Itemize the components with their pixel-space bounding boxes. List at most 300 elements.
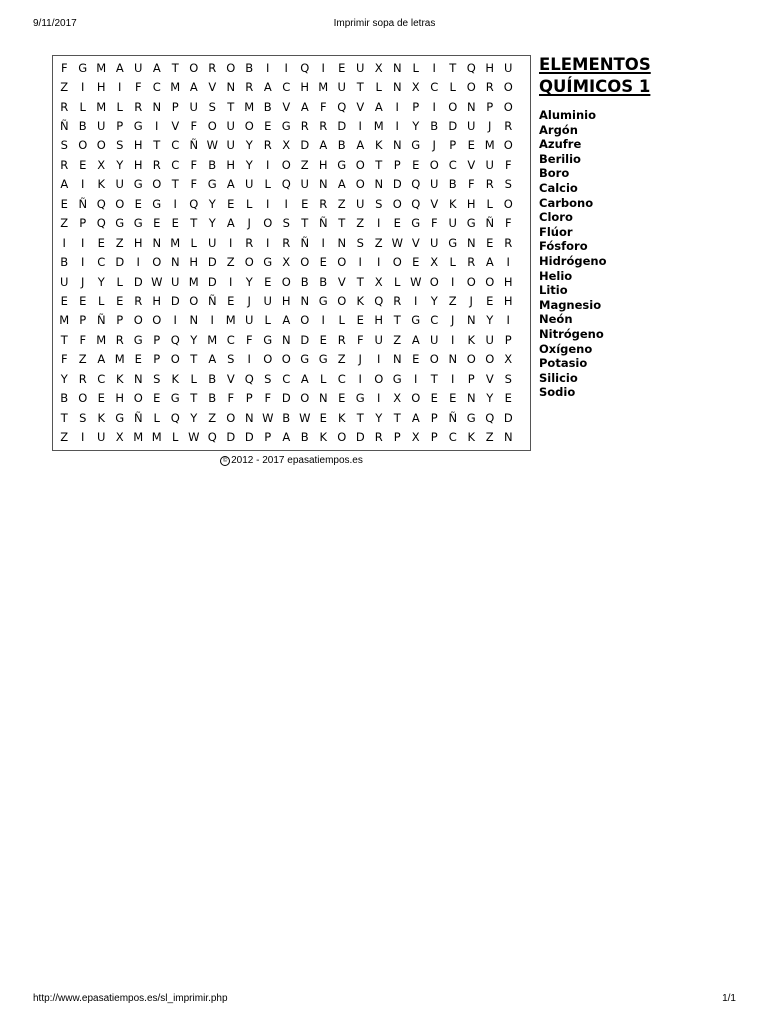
grid-letter: A [152, 60, 161, 75]
grid-letter: A [263, 80, 272, 95]
grid-letter: U [134, 60, 143, 75]
grid-letter: G [263, 332, 273, 347]
grid-letter: N [466, 99, 476, 114]
grid-letter: U [430, 235, 439, 250]
grid-letter: N [133, 371, 143, 386]
grid-letter: P [486, 99, 494, 114]
grid-letter: O [133, 313, 143, 328]
grid-letter: U [485, 332, 494, 347]
grid-letter: E [227, 196, 235, 211]
grid-letter: Y [486, 391, 494, 406]
grid-letter: N [281, 332, 291, 347]
grid-letter: B [245, 60, 254, 75]
grid-letter: B [430, 119, 439, 134]
grid-letter: I [395, 99, 399, 114]
grid-letter: B [319, 274, 328, 289]
grid-letter: G [133, 119, 143, 134]
grid-letter: O [337, 430, 347, 445]
grid-letter: I [81, 430, 85, 445]
grid-letter: L [412, 60, 419, 75]
word-list-item: Boro [539, 166, 570, 181]
grid-letter: T [356, 410, 364, 425]
grid-letter: Ñ [96, 313, 106, 328]
grid-letter: M [151, 430, 162, 445]
grid-letter: Q [466, 60, 476, 75]
grid-letter: I [136, 255, 140, 270]
word-list-item: Azufre [539, 137, 582, 152]
grid-letter: E [264, 274, 272, 289]
grid-letter: A [226, 216, 235, 231]
grid-letter: L [116, 274, 123, 289]
grid-letter: O [466, 274, 476, 289]
grid-letter: G [78, 60, 88, 75]
grid-letter: M [96, 99, 107, 114]
grid-letter: E [467, 138, 475, 153]
grid-letter: E [116, 293, 124, 308]
grid-letter: P [153, 332, 161, 347]
grid-letter: Z [485, 430, 494, 445]
grid-letter: J [358, 352, 362, 367]
grid-letter: Ñ [59, 119, 69, 134]
grid-letter: T [393, 313, 401, 328]
grid-letter: N [392, 60, 402, 75]
grid-letter: O [96, 138, 106, 153]
grid-letter: E [153, 391, 161, 406]
grid-letter: I [358, 255, 362, 270]
grid-letter: Z [115, 235, 124, 250]
grid-letter: I [173, 196, 177, 211]
grid-letter: P [79, 216, 87, 231]
grid-letter: R [374, 430, 383, 445]
grid-letter: Ñ [300, 235, 310, 250]
grid-letter: R [319, 196, 328, 211]
grid-letter: D [392, 177, 402, 192]
grid-letter: O [281, 157, 291, 172]
grid-letter: O [503, 138, 513, 153]
grid-letter: E [319, 255, 327, 270]
grid-letter: I [266, 235, 270, 250]
grid-letter: K [467, 430, 476, 445]
grid-letter: P [412, 99, 420, 114]
grid-letter: R [467, 255, 476, 270]
grid-letter: N [300, 293, 310, 308]
grid-letter: L [264, 313, 271, 328]
grid-letter: A [374, 99, 383, 114]
grid-letter: P [393, 430, 401, 445]
grid-letter: N [392, 138, 402, 153]
grid-letter: E [504, 391, 512, 406]
grid-letter: F [430, 216, 438, 231]
grid-letter: D [503, 410, 513, 425]
grid-letter: M [373, 119, 384, 134]
grid-letter: N [337, 235, 347, 250]
grid-letter: B [208, 157, 217, 172]
grid-letter: L [79, 99, 86, 114]
grid-letter: U [374, 332, 383, 347]
grid-letter: Ñ [485, 216, 495, 231]
grid-letter: M [207, 332, 218, 347]
grid-letter: P [430, 430, 438, 445]
grid-letter: M [188, 274, 199, 289]
grid-letter: K [97, 177, 106, 192]
grid-letter: U [430, 332, 439, 347]
grid-letter: D [337, 119, 347, 134]
grid-letter: C [97, 371, 106, 386]
grid-letter: W [151, 274, 163, 289]
grid-letter: M [484, 138, 495, 153]
grid-letter: I [414, 293, 418, 308]
grid-letter: H [300, 80, 310, 95]
word-list-item: Carbono [539, 195, 594, 210]
grid-letter: W [410, 274, 422, 289]
grid-letter: W [206, 138, 218, 153]
grid-letter: T [60, 332, 68, 347]
grid-letter: Y [245, 138, 253, 153]
grid-letter: R [208, 60, 217, 75]
grid-letter: L [116, 99, 123, 114]
grid-letter: N [503, 430, 513, 445]
grid-letter: F [134, 80, 142, 95]
grid-letter: O [337, 293, 347, 308]
grid-letter: T [430, 371, 438, 386]
grid-letter: Q [189, 196, 199, 211]
grid-letter: M [133, 430, 144, 445]
grid-letter: N [318, 391, 328, 406]
grid-letter: T [190, 216, 198, 231]
grid-letter: O [152, 177, 162, 192]
grid-letter: U [356, 196, 365, 211]
grid-letter: N [244, 410, 254, 425]
grid-letter: O [189, 60, 199, 75]
grid-letter: J [451, 313, 455, 328]
grid-letter: M [96, 60, 107, 75]
grid-letter: R [152, 157, 161, 172]
grid-letter: C [337, 371, 346, 386]
grid-letter: I [432, 99, 436, 114]
grid-letter: P [171, 99, 179, 114]
grid-letter: X [411, 430, 420, 445]
grid-letter: D [281, 391, 291, 406]
grid-letter: R [60, 99, 69, 114]
grid-letter: I [377, 391, 381, 406]
grid-letter: I [321, 313, 325, 328]
grid-letter: F [504, 157, 512, 172]
grid-letter: Y [245, 157, 253, 172]
grid-letter: I [321, 235, 325, 250]
grid-letter: A [60, 177, 69, 192]
grid-letter: R [245, 80, 254, 95]
grid-letter: A [337, 177, 346, 192]
word-list-item: Oxígeno [539, 341, 593, 356]
grid-letter: D [170, 293, 180, 308]
grid-letter: W [299, 410, 311, 425]
grid-letter: I [432, 60, 436, 75]
grid-letter: G [263, 255, 273, 270]
grid-letter: G [318, 352, 328, 367]
grid-letter: T [190, 391, 198, 406]
grid-letter: J [469, 293, 473, 308]
grid-letter: D [207, 274, 217, 289]
grid-letter: H [133, 235, 143, 250]
grid-letter: C [430, 313, 439, 328]
grid-letter: O [485, 352, 495, 367]
grid-letter: I [506, 313, 510, 328]
grid-letter: I [210, 313, 214, 328]
grid-letter: R [337, 332, 346, 347]
grid-letter: O [337, 255, 347, 270]
grid-letter: U [448, 216, 457, 231]
grid-letter: M [114, 352, 125, 367]
grid-letter: O [152, 313, 162, 328]
grid-letter: H [318, 157, 328, 172]
grid-letter: P [449, 138, 457, 153]
grid-letter: U [245, 313, 254, 328]
print-url: http://www.epasatiempos.es/sl_imprimir.php [33, 993, 228, 1004]
grid-letter: Y [60, 371, 68, 386]
grid-letter: P [116, 119, 124, 134]
grid-letter: P [153, 352, 161, 367]
grid-letter: F [190, 119, 198, 134]
grid-letter: I [173, 313, 177, 328]
grid-letter: X [282, 138, 291, 153]
word-list-item: Litio [539, 283, 568, 298]
grid-letter: R [115, 332, 124, 347]
grid-letter: P [467, 371, 475, 386]
word-panel [539, 54, 739, 400]
word-list-item: Hidrógeno [539, 253, 607, 268]
grid-letter: W [262, 410, 274, 425]
panel-title [539, 54, 739, 98]
grid-letter: U [356, 60, 365, 75]
grid-letter: I [247, 352, 251, 367]
grid-letter: B [282, 410, 291, 425]
panel-title-line-2: QUÍMICOS 1 [539, 77, 651, 96]
grid-letter: T [153, 138, 161, 153]
grid-letter: G [466, 410, 476, 425]
grid-letter: O [133, 391, 143, 406]
grid-letter: F [190, 177, 198, 192]
grid-letter: Ñ [448, 410, 458, 425]
grid-letter: O [355, 157, 365, 172]
grid-letter: G [466, 216, 476, 231]
grid-letter: Ñ [78, 196, 88, 211]
grid-letter: X [282, 255, 291, 270]
grid-letter: Q [207, 430, 217, 445]
grid-letter: B [60, 391, 69, 406]
grid-letter: Q [374, 293, 384, 308]
grid-letter: L [338, 313, 345, 328]
grid-letter: G [115, 410, 125, 425]
grid-letter: V [208, 80, 217, 95]
grid-letter: J [247, 216, 251, 231]
copyright-notice [52, 455, 531, 466]
grid-letter: A [282, 430, 291, 445]
grid-letter: J [247, 293, 251, 308]
grid-letter: S [504, 371, 512, 386]
grid-letter: O [300, 391, 310, 406]
grid-letter: R [263, 138, 272, 153]
grid-letter: O [281, 352, 291, 367]
grid-letter: O [485, 274, 495, 289]
grid-letter: N [466, 391, 476, 406]
word-list-item: Flúor [539, 224, 573, 239]
grid-letter: U [189, 99, 198, 114]
grid-letter: A [411, 332, 420, 347]
grid-letter: O [503, 80, 513, 95]
grid-letter: G [300, 352, 310, 367]
grid-letter: O [355, 177, 365, 192]
grid-letter: U [430, 177, 439, 192]
grid-letter: A [300, 371, 309, 386]
grid-letter: G [318, 293, 328, 308]
grid-letter: G [133, 332, 143, 347]
grid-letter: I [377, 255, 381, 270]
grid-letter: P [504, 332, 512, 347]
grid-letter: L [486, 196, 493, 211]
grid-letter: C [448, 157, 457, 172]
grid-letter: C [97, 255, 106, 270]
grid-letter: O [503, 196, 513, 211]
grid-letter: T [60, 410, 68, 425]
grid-letter: D [226, 430, 236, 445]
grid-letter: E [134, 196, 142, 211]
grid-letter: M [59, 313, 70, 328]
grid-letter: I [451, 274, 455, 289]
grid-letter: H [133, 157, 143, 172]
grid-letter: Z [337, 196, 346, 211]
grid-letter: A [282, 313, 291, 328]
grid-letter: E [412, 352, 420, 367]
grid-letter: H [189, 255, 199, 270]
grid-letter: R [485, 80, 494, 95]
grid-letter: Z [393, 332, 402, 347]
grid-letter: R [504, 235, 513, 250]
grid-letter: B [208, 371, 217, 386]
grid-letter: N [152, 99, 162, 114]
grid-letter: N [374, 177, 384, 192]
grid-letter: E [97, 391, 105, 406]
grid-letter: O [115, 196, 125, 211]
grid-letter: Y [486, 313, 494, 328]
grid-letter: A [97, 352, 106, 367]
grid-letter: V [411, 235, 420, 250]
grid-letter: H [152, 293, 162, 308]
grid-letter: R [393, 293, 402, 308]
grid-letter: C [152, 80, 161, 95]
grid-letter: V [282, 99, 291, 114]
word-list-item: Calcio [539, 180, 578, 195]
grid-letter: E [412, 255, 420, 270]
grid-letter: G [411, 138, 421, 153]
grid-letter: U [263, 293, 272, 308]
grid-letter: I [358, 371, 362, 386]
grid-letter: O [392, 196, 402, 211]
grid-letter: O [300, 255, 310, 270]
grid-letter: Q [337, 99, 347, 114]
grid-letter: F [264, 391, 272, 406]
grid-letter: Z [300, 157, 309, 172]
grid-letter: Z [60, 216, 69, 231]
grid-letter: U [226, 138, 235, 153]
grid-letter: C [430, 80, 439, 95]
grid-letter: E [319, 332, 327, 347]
grid-letter: Q [300, 60, 310, 75]
grid-letter: I [377, 216, 381, 231]
grid-letter: L [449, 80, 456, 95]
grid-letter: O [78, 391, 88, 406]
grid-letter: G [448, 235, 458, 250]
grid-letter: Z [208, 410, 217, 425]
grid-letter: Q [411, 177, 421, 192]
grid-letter: N [392, 352, 402, 367]
grid-letter: E [430, 391, 438, 406]
grid-letter: O [448, 99, 458, 114]
grid-letter: V [467, 157, 476, 172]
grid-letter: Z [448, 293, 457, 308]
grid-letter: O [263, 216, 273, 231]
grid-letter: O [281, 274, 291, 289]
grid-letter: V [337, 274, 346, 289]
grid-letter: A [208, 352, 217, 367]
grid-letter: V [356, 99, 365, 114]
grid-letter: H [96, 80, 106, 95]
grid-letter: Ñ [133, 410, 143, 425]
grid-letter: E [319, 410, 327, 425]
grid-letter: S [504, 177, 512, 192]
grid-letter: M [318, 80, 329, 95]
grid-letter: Z [356, 216, 365, 231]
grid-letter: B [78, 119, 87, 134]
grid-letter: T [356, 274, 364, 289]
grid-letter: I [229, 235, 233, 250]
grid-letter: I [451, 371, 455, 386]
grid-letter: O [300, 313, 310, 328]
grid-letter: F [504, 216, 512, 231]
grid-letter: Y [208, 196, 216, 211]
grid-letter: E [412, 157, 420, 172]
grid-letter: U [97, 119, 106, 134]
grid-letter: Z [337, 352, 346, 367]
grid-letter: R [60, 157, 69, 172]
grid-letter: S [116, 138, 124, 153]
grid-letter: G [411, 313, 421, 328]
grid-letter: O [411, 391, 421, 406]
grid-letter: X [411, 80, 420, 95]
grid-letter: S [208, 99, 216, 114]
grid-letter: C [171, 157, 180, 172]
grid-letter: L [246, 196, 253, 211]
grid-letter: M [170, 235, 181, 250]
grid-letter: B [300, 274, 309, 289]
grid-letter: U [300, 177, 309, 192]
grid-letter: A [356, 138, 365, 153]
grid-letter: O [466, 352, 476, 367]
grid-letter: O [207, 119, 217, 134]
grid-letter: X [504, 352, 513, 367]
grid-letter: D [244, 430, 254, 445]
grid-letter: H [133, 138, 143, 153]
grid-letter: P [264, 430, 272, 445]
grid-letter: E [60, 196, 68, 211]
grid-letter: R [245, 235, 254, 250]
grid-letter: I [506, 255, 510, 270]
grid-letter: O [226, 60, 236, 75]
grid-letter: C [282, 80, 291, 95]
grid-letter: I [229, 274, 233, 289]
grid-letter: Q [244, 371, 254, 386]
grid-letter: T [171, 60, 179, 75]
print-page-number: 1/1 [722, 993, 736, 1004]
